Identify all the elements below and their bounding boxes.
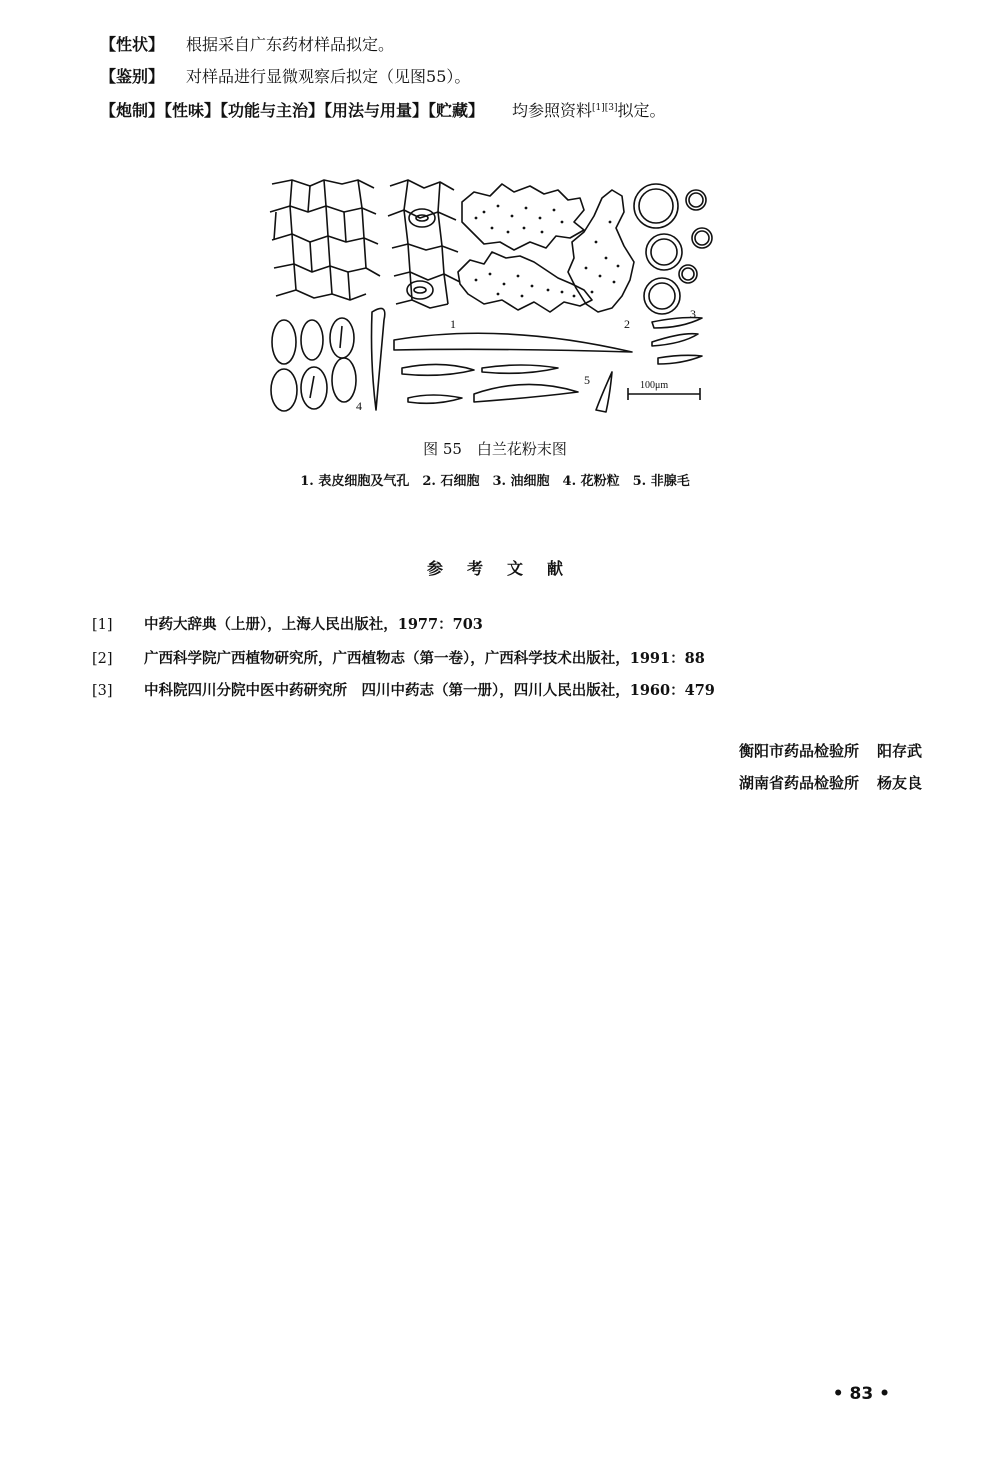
reference-text: 中药大辞典（上册），上海人民出版社，1977：703 xyxy=(144,616,483,633)
author-org: 衡阳市药品检验所 xyxy=(738,742,859,760)
section-text: 均参照资料 xyxy=(512,101,593,120)
powder-figure xyxy=(262,172,722,417)
reference-text: 中科院四川分院中医中药研究所 四川中药志（第一册），四川人民出版社，1960：479 xyxy=(144,682,715,699)
part-label-3: 3 xyxy=(690,307,696,321)
reference-number: [3] xyxy=(92,683,113,699)
section-text-end: 拟定。 xyxy=(617,101,666,120)
section-labels: 【炮制】【性味】【功能与主治】【用法与用量】【贮藏】 xyxy=(100,101,485,120)
section-xingzhuang xyxy=(100,34,394,56)
part-label-1: 1 xyxy=(450,317,456,331)
part-label-4: 4 xyxy=(356,399,362,413)
part-label-5: 5 xyxy=(584,373,590,387)
figure-caption: 图 55 白兰花粉末图 xyxy=(423,440,567,458)
citation-superscript: [1][3] xyxy=(592,103,618,113)
stone-cell-pits xyxy=(475,205,620,298)
reference-item xyxy=(92,680,715,702)
pollen-grains-drawing xyxy=(271,318,356,411)
reference-item xyxy=(92,614,483,636)
reference-number: [2] xyxy=(92,651,113,667)
section-jianbie xyxy=(100,66,470,88)
reference-number: [1] xyxy=(92,617,113,633)
section-text: 对样品进行显微观察后拟定（见图55）。 xyxy=(186,67,471,86)
reference-text: 广西科学院广西植物研究所，广西植物志（第一卷），广西科学技术出版社，1991：88 xyxy=(144,650,705,667)
section-label: 【鉴别】 xyxy=(100,67,165,86)
section-text: 根据采自广东药材样品拟定。 xyxy=(186,35,395,54)
epidermal-cells-drawing xyxy=(270,180,460,308)
non-glandular-hairs-drawing xyxy=(372,308,703,412)
figure-legend: 1. 表皮细胞及气孔 2. 石细胞 3. 油细胞 4. 花粉粒 5. 非腺毛 xyxy=(300,474,690,489)
scale-label: 100μm xyxy=(640,380,669,391)
part-label-2: 2 xyxy=(624,317,630,331)
page-number: • 83 • xyxy=(832,1384,890,1404)
reference-item xyxy=(92,648,705,670)
references-title: 参考文献 xyxy=(426,559,587,578)
author-line xyxy=(739,772,922,793)
section-label: 【性状】 xyxy=(100,35,165,54)
section-combined xyxy=(100,97,666,122)
author-name: 杨友良 xyxy=(876,774,922,792)
oil-cells-drawing xyxy=(634,184,712,314)
author-line xyxy=(739,740,922,761)
author-org: 湖南省药品检验所 xyxy=(738,774,859,792)
stone-cells-drawing xyxy=(458,184,634,312)
author-name: 阳存武 xyxy=(876,742,922,760)
